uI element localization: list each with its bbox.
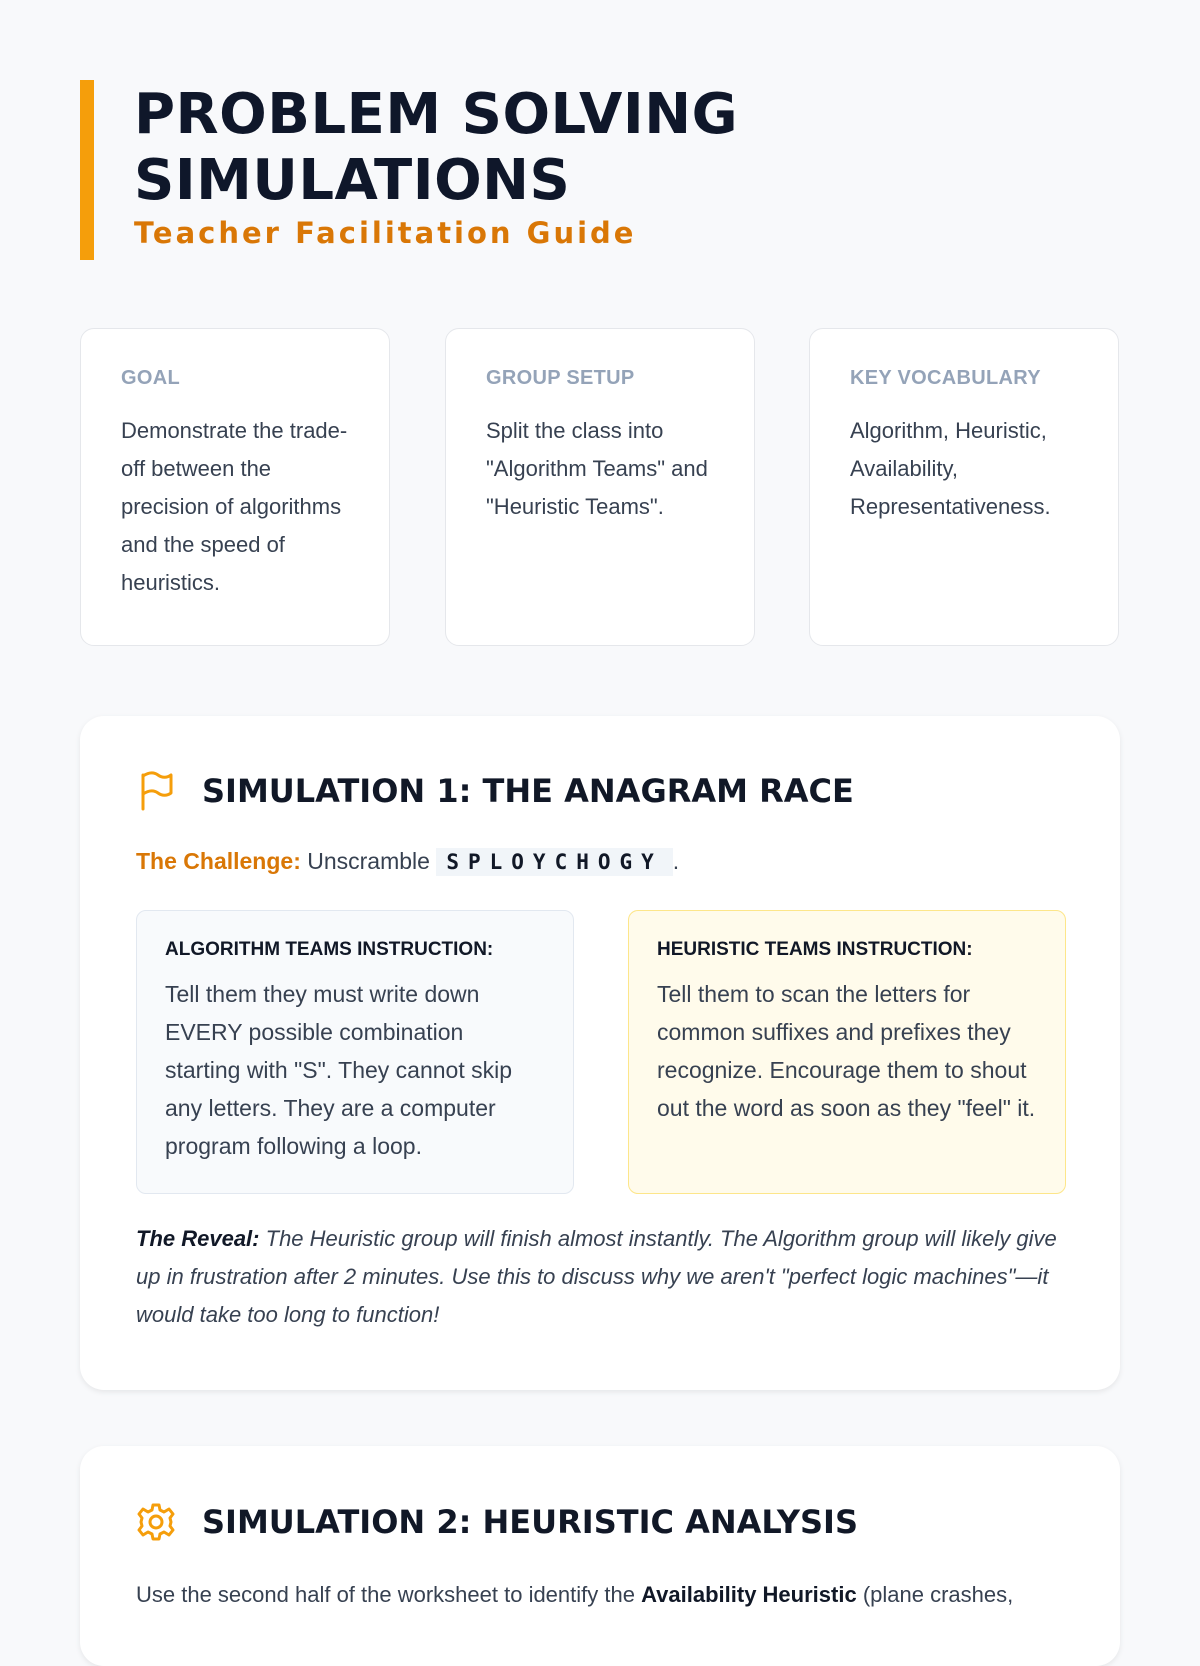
page-subtitle: Teacher Facilitation Guide — [134, 216, 637, 250]
gear-icon — [136, 1502, 176, 1542]
simulation-1-header — [136, 769, 854, 813]
heuristic-instruction-box — [628, 910, 1066, 1194]
goal-label: GOAL — [121, 367, 180, 389]
algorithm-instruction-box — [136, 910, 574, 1194]
page-header — [80, 80, 840, 260]
heuristic-instruction-text: Tell them to scan the letters for common suffixes and prefixes they recognize. Encourage them to shout out the word as soon as they "feel" it. — [657, 981, 1036, 1121]
goal-card — [80, 328, 390, 646]
simulation-2-text-bold: Availability Heuristic — [641, 1582, 857, 1607]
heuristic-instruction-heading: HEURISTIC TEAMS INSTRUCTION: — [657, 939, 973, 960]
simulation-2-text-start: Use the second half of the worksheet to identify the — [136, 1582, 635, 1607]
challenge-end: . — [672, 848, 680, 874]
group-setup-label: GROUP SETUP — [486, 367, 635, 389]
simulation-2-section — [80, 1446, 1120, 1666]
key-vocabulary-text: Algorithm, Heuristic, Availability, Representativeness. — [850, 418, 1051, 519]
key-vocabulary-label: KEY VOCABULARY — [850, 367, 1041, 389]
group-setup-card — [445, 328, 755, 646]
reveal-paragraph — [136, 1220, 1066, 1334]
simulation-1-section — [80, 716, 1120, 1390]
algorithm-instruction-heading: ALGORITHM TEAMS INSTRUCTION: — [165, 939, 494, 960]
goal-text: Demonstrate the trade-off between the precision of algorithms and the speed of heuristics. — [121, 418, 348, 595]
simulation-2-title: SIMULATION 2: HEURISTIC ANALYSIS — [202, 1503, 858, 1541]
title-line-2: SIMULATIONS — [134, 148, 571, 213]
reveal-text: The Heuristic group will finish almost instantly. The Algorithm group will likely give up in frustration after 2 minutes. Use this to discuss why we aren't "perfect logic machines"—it would take too long to function! — [136, 1226, 1057, 1327]
simulation-1-title: SIMULATION 1: THE ANAGRAM RACE — [202, 772, 854, 810]
page-title — [134, 80, 840, 214]
challenge-text: Unscramble — [307, 848, 430, 874]
title-line-1: PROBLEM SOLVING — [134, 82, 739, 147]
reveal-lead: The Reveal: — [136, 1226, 260, 1251]
anagram-code: SPLOYCHOGY — [436, 848, 672, 876]
challenge-line — [136, 848, 679, 875]
simulation-2-text — [136, 1576, 1066, 1614]
simulation-2-text-end: (plane crashes, — [862, 1582, 1014, 1607]
group-setup-text: Split the class into "Algorithm Teams" and "Heuristic Teams". — [486, 418, 708, 519]
challenge-lead: The Challenge: — [136, 848, 301, 874]
simulation-2-header — [136, 1500, 858, 1544]
flag-icon — [136, 771, 176, 811]
key-vocabulary-card — [809, 328, 1119, 646]
algorithm-instruction-text: Tell them they must write down EVERY possible combination starting with "S". They cannot skip any letters. They are a computer program following a loop. — [165, 981, 513, 1159]
